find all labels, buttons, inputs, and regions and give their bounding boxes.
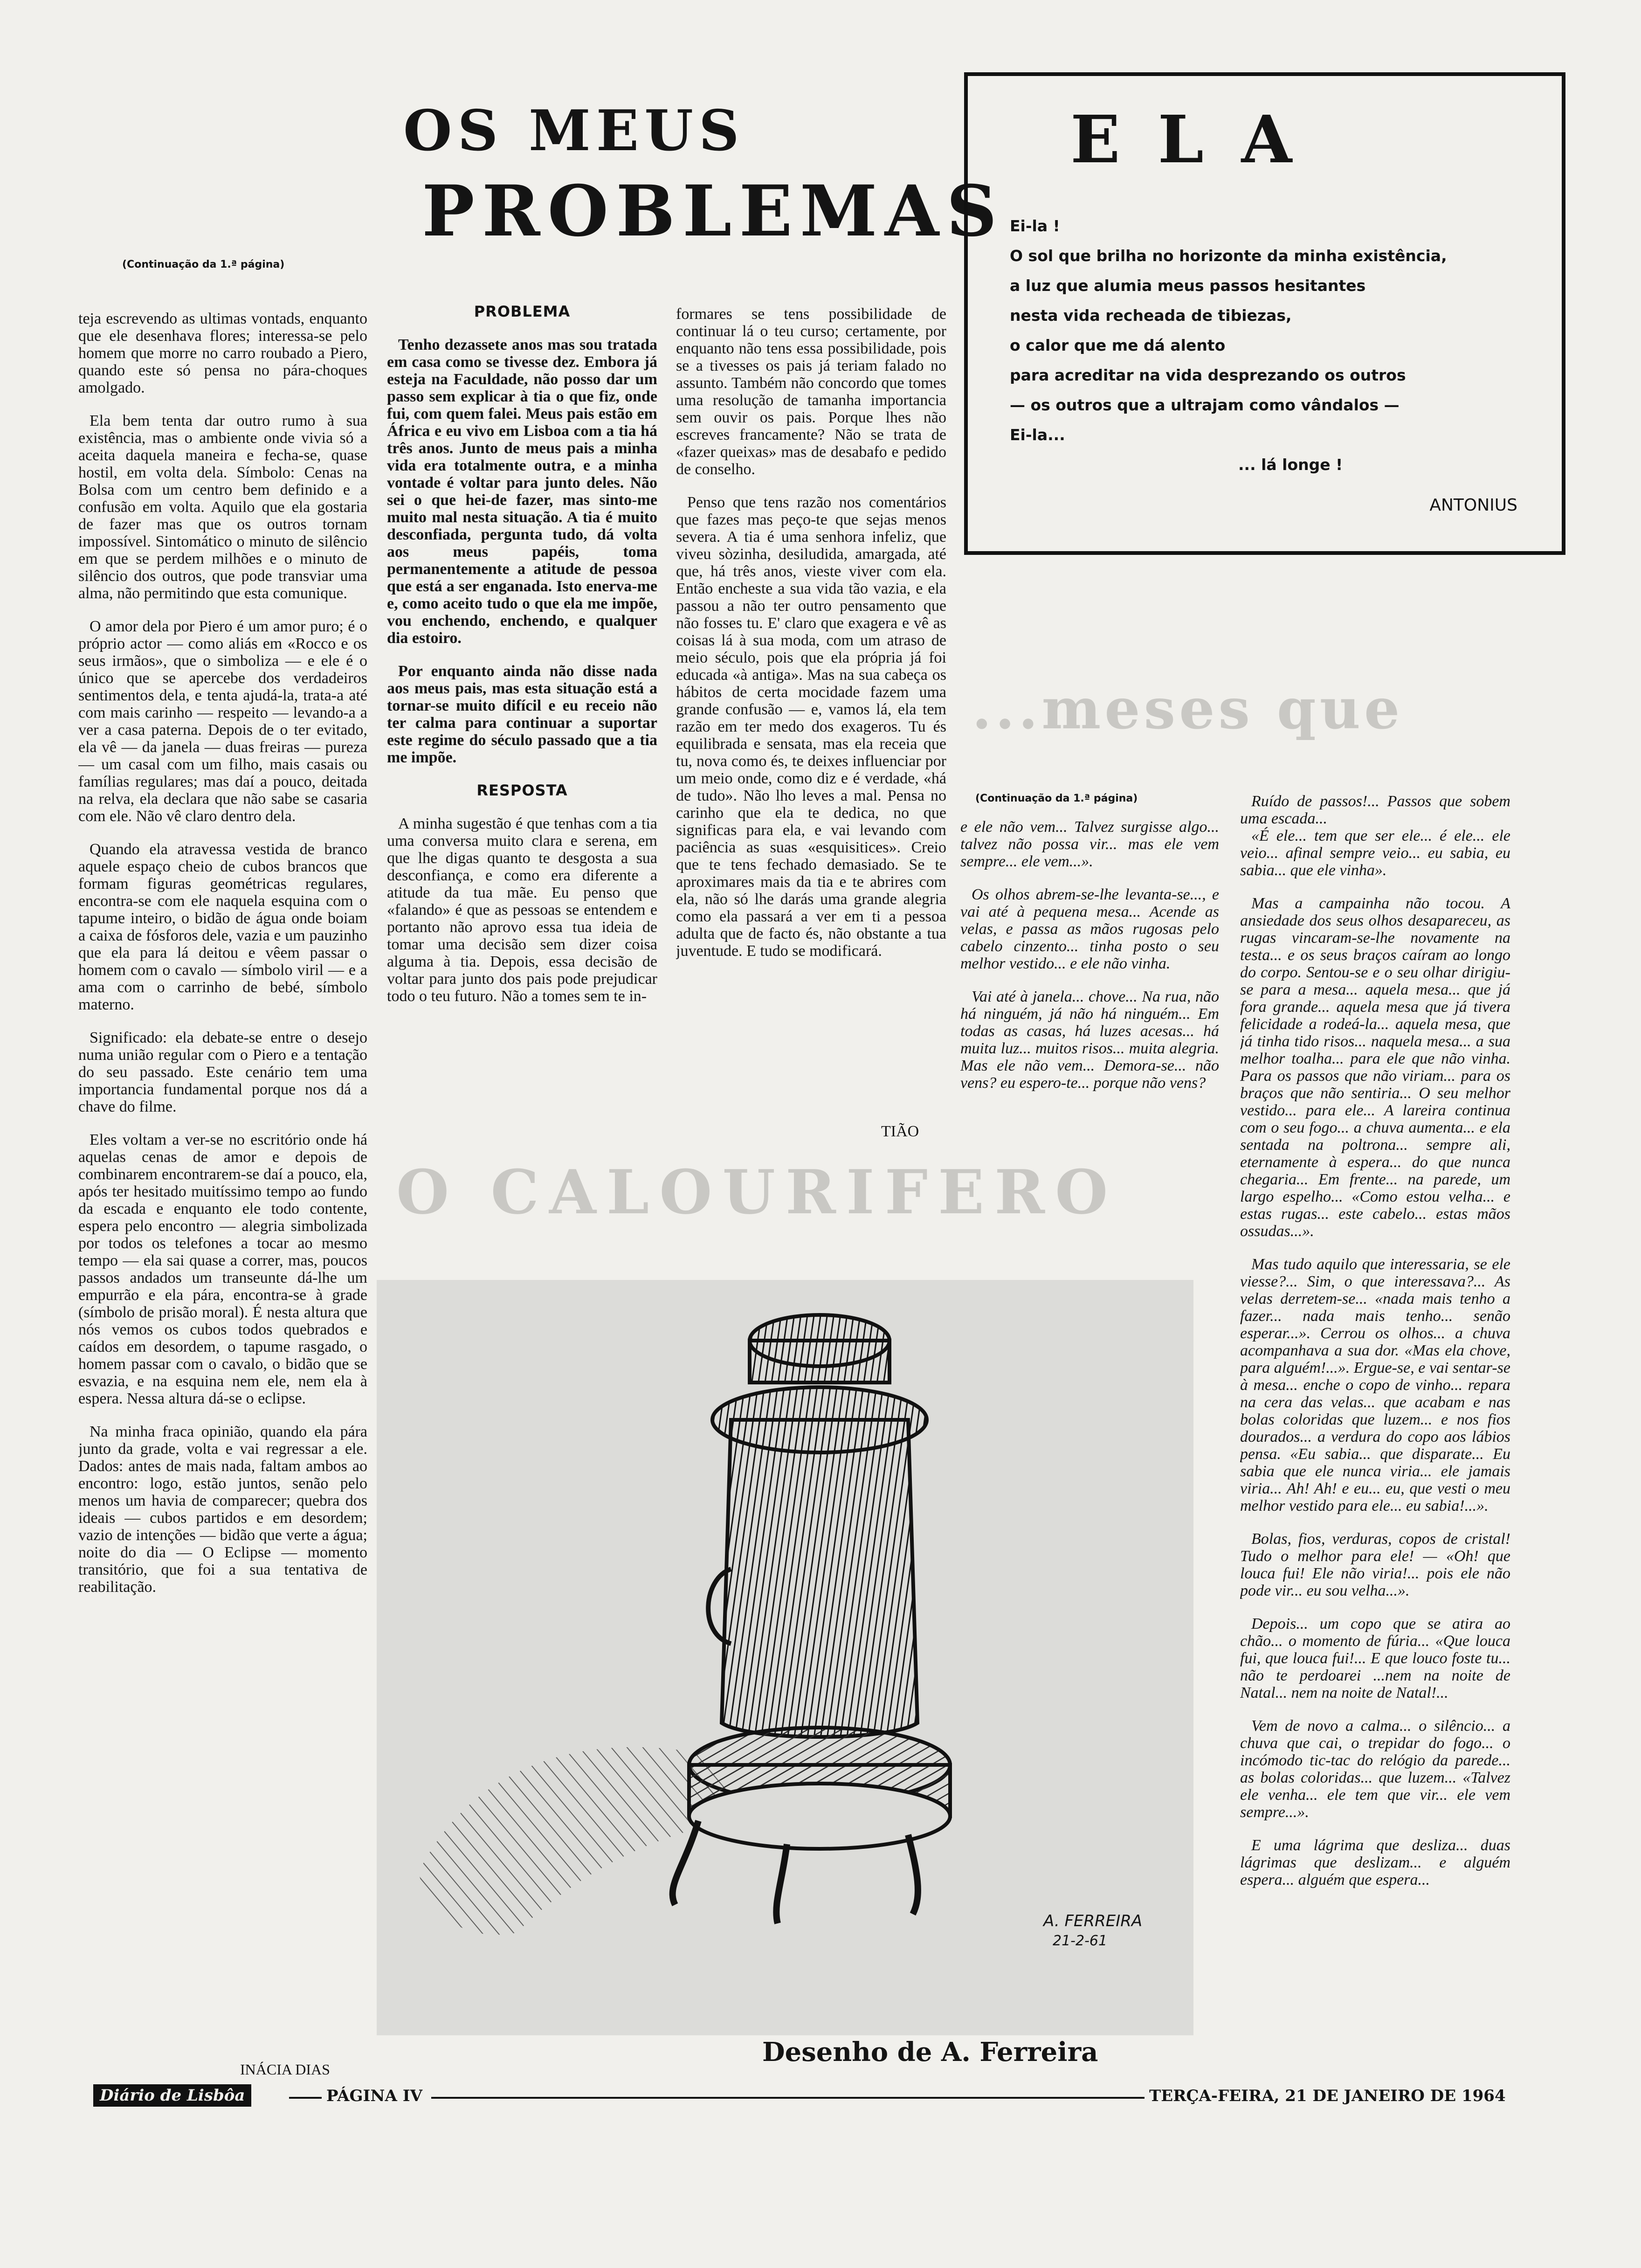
paragraph: teja escrevendo as ultimas vontads, enquanto que ele desenhava flores; interessa-se pelo homem que morre no carro roubado a Piero, quando este só pensa no pára-choques amolgado. bbox=[78, 310, 367, 396]
story-column-b bbox=[1240, 793, 1510, 2131]
poem-line: nesta vida recheada de tibiezas, bbox=[1010, 306, 1292, 325]
stove-drawing bbox=[377, 1280, 1193, 2035]
problem-heading: PROBLEMA bbox=[474, 303, 571, 320]
paragraph: Por enquanto ainda não disse nada aos meus pais, mas esta situação está a tornar-se muito difícil e eu receio não ter calma para continuar a suportar este regime do século passado que a tia me impõe. bbox=[387, 663, 657, 766]
poem-line: a luz que alumia meus passos hesitantes bbox=[1010, 277, 1366, 295]
answer-heading: RESPOSTA bbox=[476, 781, 568, 799]
drawing-signature-name: A. FERREIRA bbox=[1043, 1912, 1143, 1930]
story-column-a bbox=[960, 818, 1219, 1145]
paper-logo: Diário de Lisbôa bbox=[93, 2084, 251, 2107]
column-2 bbox=[387, 303, 657, 1152]
poem-line: ... lá longe ! bbox=[1238, 456, 1343, 474]
page-number: PÁGINA IV bbox=[326, 2087, 422, 2105]
column-3 bbox=[676, 305, 946, 1098]
poem-line: Ei-la ! bbox=[1010, 217, 1060, 235]
paragraph: e ele não vem... Talvez surgisse algo... talvez não possa vir... mas ele vem sempre... ele vem...». bbox=[960, 818, 1219, 870]
paragraph: Eles voltam a ver-se no escritório onde há aquelas cenas de amor e depois de combinarem encontrarem-se daí a pouco, ela, após ter hesitado muitíssimo tempo ao fundo da escada e enquanto ele todo contente, espera pelo encontro — alegria simbolizada por todos os telefones a tocar ao mesmo tempo — ela sai quase a correr, mas, poucos passos andados um transeunte dá-lhe um empurrão e ela pára, encontra-se à grade (símbolo de prisão moral). É nesta altura que nós vemos os cubos todos quebrados e caídos em desordem, o tapume rasgado, o homem passar com o cavalo, o bidão que se esvazia, e na esquina nem ele, nem ela à espera. Nessa altura dá-se o eclipse. bbox=[78, 1131, 367, 1407]
ela-author: ANTONIUS bbox=[1429, 496, 1517, 515]
column-1 bbox=[78, 310, 367, 2077]
signature-col1: INÁCIA DIAS bbox=[240, 2061, 330, 2078]
signature-col3: TIÃO bbox=[881, 1123, 919, 1140]
paragraph: «É ele... tem que ser ele... é ele... ele veio... afinal sempre veio... eu sabia, eu sabia... que ele vinha». bbox=[1240, 827, 1510, 879]
paragraph: Ruído de passos!... Passos que sobem uma escada... bbox=[1240, 793, 1510, 827]
story-continuation-note: (Continuação da 1.ª página) bbox=[975, 793, 1138, 804]
paragraph: formares se tens possibilidade de continuar lá o teu curso; certamente, por enquanto não tens essa possibilidade, pois se a tivesses os pais já teriam falado no assunto. Também não concordo que tomes uma resolução de tamanha importancia sem ouvir os pais. Porque lhes não escreves francamente? Não se trata de «fazer queixas» mas de desabafo e pedido de conselho. bbox=[676, 305, 946, 478]
drawing-signature-date: 21-2-61 bbox=[1053, 1933, 1108, 1949]
paragraph: Penso que tens razão nos comentários que fazes mas peço-te que sejas menos severa. A tia é uma senhora infeliz, que viveu sòzinha, desiludida, amargada, até que, há três anos, vieste viver com ela. Então encheste a sua vida tão vazia, e ela passou a não ter outro pensamento que não fosses tu. E' claro que exagera e vê as coisas lá à sua moda, com um atraso de meio século, pois que ela própria já foi educada «à antiga». Mas na sua cabeça os hábitos de certa mocidade fazem uma grande confusão — e, vamos lá, ela tem razão em ter medo dos exageros. Tu és equilibrada e sensata, mas ela receia que tu, nova como és, te deixes influenciar por um meio onde, como diz e é verdade, «há de tudo». Não lho leves a mal. Pensa no carinho que ela te dedica, no que significas para ela, e vai levando com paciência as suas «esquisitices». Creio que te tens fechado demasiado. Se te aproximares mais da tia e te abrires com ela, não só lhe darás uma grande alegria como ela passará a ver em ti a pessoa adulta que de facto és, não obstante a tua juventude. E tudo se modificará. bbox=[676, 494, 946, 960]
paragraph: A minha sugestão é que tenhas com a tia uma conversa muito clara e serena, em que lhe digas quanto te desgosta a sua desconfiança, e como era diferente a atitude da tua mãe. Eu penso que «falando» é que as pessoas se entendem e portanto não aprovo essa tua ideia de tomar uma decisão sem dizer coisa alguma à tia. Depois, essa decisão de voltar para junto dos pais pode prejudicar todo o teu futuro. Não a tomes sem te in- bbox=[387, 815, 657, 1005]
footer-rule-left bbox=[289, 2097, 322, 2099]
paragraph: Vem de novo a calma... o silêncio... a chuva que cai, o trepidar do fogo... o incómodo tic-tac do relógio da parede... as bolas coloridas... que luzem... «Talvez ele venha... ele tem que vir... ele vem sempre...». bbox=[1240, 1717, 1510, 1821]
paragraph: Ela bem tenta dar outro rumo à sua existência, mas o ambiente onde vivia só a aceita daquela maneira e fecha-se, quase hostil, em volta dela. Símbolo: Cenas na Bolsa com um centro bem definido e a confusão em volta. Aquilo que ela gostaria de fazer mas que os outros tornam impossível. Sintomático o minuto de silêncio em que se perdem milhões e o minuto de silêncio dos outros, que pode transviar uma alma, não permitindo que esta comunique. bbox=[78, 412, 367, 602]
paragraph: Vai até à janela... chove... Na rua, não há ninguém, já não há ninguém... Em todas as casas, há luzes acesas... há muita luz... muitos risos... muita alegria. Mas ele não vem... Demora-se... não vens? eu espero-te... porque não vens? bbox=[960, 988, 1219, 1092]
drawing-caption: Desenho de A. Ferreira bbox=[762, 2037, 1098, 2067]
ela-title: E L A bbox=[1070, 102, 1300, 178]
faint-story-title: ...meses que bbox=[972, 676, 1404, 742]
paragraph: Mas tudo aquilo que interessaria, se ele viesse?... Sim, o que interessava?... As velas derretem-se... «nada mais tenho a fazer... nada mais tenho... senão esperar...». Cerrou os olhos... a chuva acompanhava a sua dor. «Mas ela chove, para alguém!...». Ergue-se, e vai sentar-se à mesa... enche o copo de vinho... repara na cera das velas... que acabam e nas bolas coloridas que luzem... e nos fios dourados... a verdura do copo aos lábios pensa. «Eu sabia... que disparate... Eu sabia que ele nunca viria... ele jamais viria... Ah! Ah! e eu... eu, que vesti o meu melhor vestido para ele... eu sabia!...». bbox=[1240, 1256, 1510, 1514]
paragraph: Mas a campainha não tocou. A ansiedade dos seus olhos desapareceu, as rugas vincaram-se-lhe novamente na testa... e os seus braços caíram ao longo do corpo. Sentou-se e o seu olhar dirigiu-se para a mesa... aquela mesa... que já fora grande... aquela mesa que já tivera felicidade a rodeá-la... aquela mesa, que já tinha tido risos... naquela mesa... a sua melhor toalha... para ele que não vinha. Para os passos que não viriam... para os braços que não sentiria... O seu melhor vestido... para ele... A lareira continua com o seu fogo... a chuva aumenta... e ela sentada na poltrona... sempre ali, eternamente à espera... do que nunca chegaria... Em frente... na parede, um largo espelho... «Como estou velha... e estas rugas... este cabelo... estas mãos ossudas...». bbox=[1240, 895, 1510, 1240]
paragraph: Quando ela atravessa vestida de branco aquele espaço cheio de cubos brancos que formam figuras geométricas regulares, encontra-se com ele naquela esquina com o tapume inteiro, o bidão de água onde boiam a caixa de fósforos dele, vazia e um pauzinho que ela para lá deitou e vêem passar o homem com o cavalo — símbolo viril — e a ama com o carrinho de bebé, símbolo materno. bbox=[78, 841, 367, 1013]
title-large: PROBLEMAS bbox=[422, 170, 1005, 252]
paragraph: O amor dela por Piero é um amor puro; é o próprio actor — como aliás em «Rocco e os seus irmãos», que o simboliza — e ele é o único que se apercebe dos verdadeiros sentimentos dela, e tenta ajudá-la, trata-a até com mais carinho — respeito — levando-a a ver a casa paterna. Depois de o ter evitado, ela vê — da janela — duas freiras — pureza — um casal com um filho, mais casais ou famílias regulares; mas daí a pouco, deitada na relva, ela declara que não sabe se casaria com ele. Não vê claro dentro dela. bbox=[78, 618, 367, 825]
paragraph: Os olhos abrem-se-lhe levanta-se..., e vai até à pequena mesa... Acende as velas, e passa as mãos rugosas pelo cabelo cinzento... tinha posto o seu melhor vestido... e ele não vinha. bbox=[960, 886, 1219, 972]
paragraph: Depois... um copo que se atira ao chão... o momento de fúria... «Que louca fui, que louca fui!... E que louco foste tu... não te perdoarei ...nem na noite de Natal... nem na noite de Natal!... bbox=[1240, 1615, 1510, 1701]
paragraph: E uma lágrima que desliza... duas lágrimas que deslizam... e alguém espera... alguém que espera... bbox=[1240, 1837, 1510, 1888]
poem-line: o calor que me dá alento bbox=[1010, 336, 1226, 354]
poem-line: para acreditar na vida desprezando os outros bbox=[1010, 366, 1406, 384]
poem-line: Ei-la... bbox=[1010, 426, 1065, 444]
title-small: OS MEUS bbox=[403, 98, 745, 164]
poem-line: — os outros que a ultrajam como vândalos — bbox=[1010, 396, 1400, 414]
paragraph: Significado: ela debate-se entre o desejo numa união regular com o Piero e a tentação do seu passado. Este cenário tem uma importancia fundamental porque nos dá a chave do filme. bbox=[78, 1029, 367, 1115]
poem-line: O sol que brilha no horizonte da minha existência, bbox=[1010, 247, 1447, 265]
paragraph: Na minha fraca opinião, quando ela pára junto da grade, volta e vai regressar a ele. Dados: antes de mais nada, faltam ambos ao encontro: logo, estão juntos, senão pelo menos um havia de comparecer; quebra dos ideais — cubos partidos e em desordem; vazio de intenções — bidão que verte a água; noite do dia — O Eclipse — momento transitório, que foi a sua tentativa de reabilitação. bbox=[78, 1423, 367, 1596]
ela-poem-box bbox=[964, 72, 1565, 555]
paragraph: Tenho dezassete anos mas sou tratada em casa como se tivesse dez. Embora já esteja na Faculdade, não posso dar um passo sem explicar à tia o que fiz, onde fui, com quem falei. Meus pais estão em África e eu vivo em Lisboa com a tia há três anos. Junto de meus pais a minha vida era totalmente outra, e a minha vontade é voltar para junto deles. Não sei o que hei-de fazer, mas sinto-me muito mal nesta situação. A tia é muito desconfiada, pergunta tudo, dá volta aos meus papéis, toma permanentemente a atitude de pessoa que está a ser enganada. Isto enerva-me e, como aceito tudo o que ela me impõe, vou enchendo, enchendo, e qualquer dia estoiro. bbox=[387, 336, 657, 647]
ela-poem bbox=[1010, 211, 1447, 480]
footer-rule-mid bbox=[431, 2097, 1145, 2099]
continuation-note: (Continuação da 1.ª página) bbox=[122, 259, 285, 270]
paragraph: Bolas, fios, verduras, copos de cristal! Tudo o melhor para ele! — «Oh! que louca fui! Ele não viria!... pois ele não pode vir... eu sou velha...». bbox=[1240, 1530, 1510, 1599]
faint-drawing-title: O CALOURIFERO bbox=[396, 1156, 1118, 1228]
issue-date: TERÇA-FEIRA, 21 DE JANEIRO DE 1964 bbox=[1149, 2087, 1506, 2105]
